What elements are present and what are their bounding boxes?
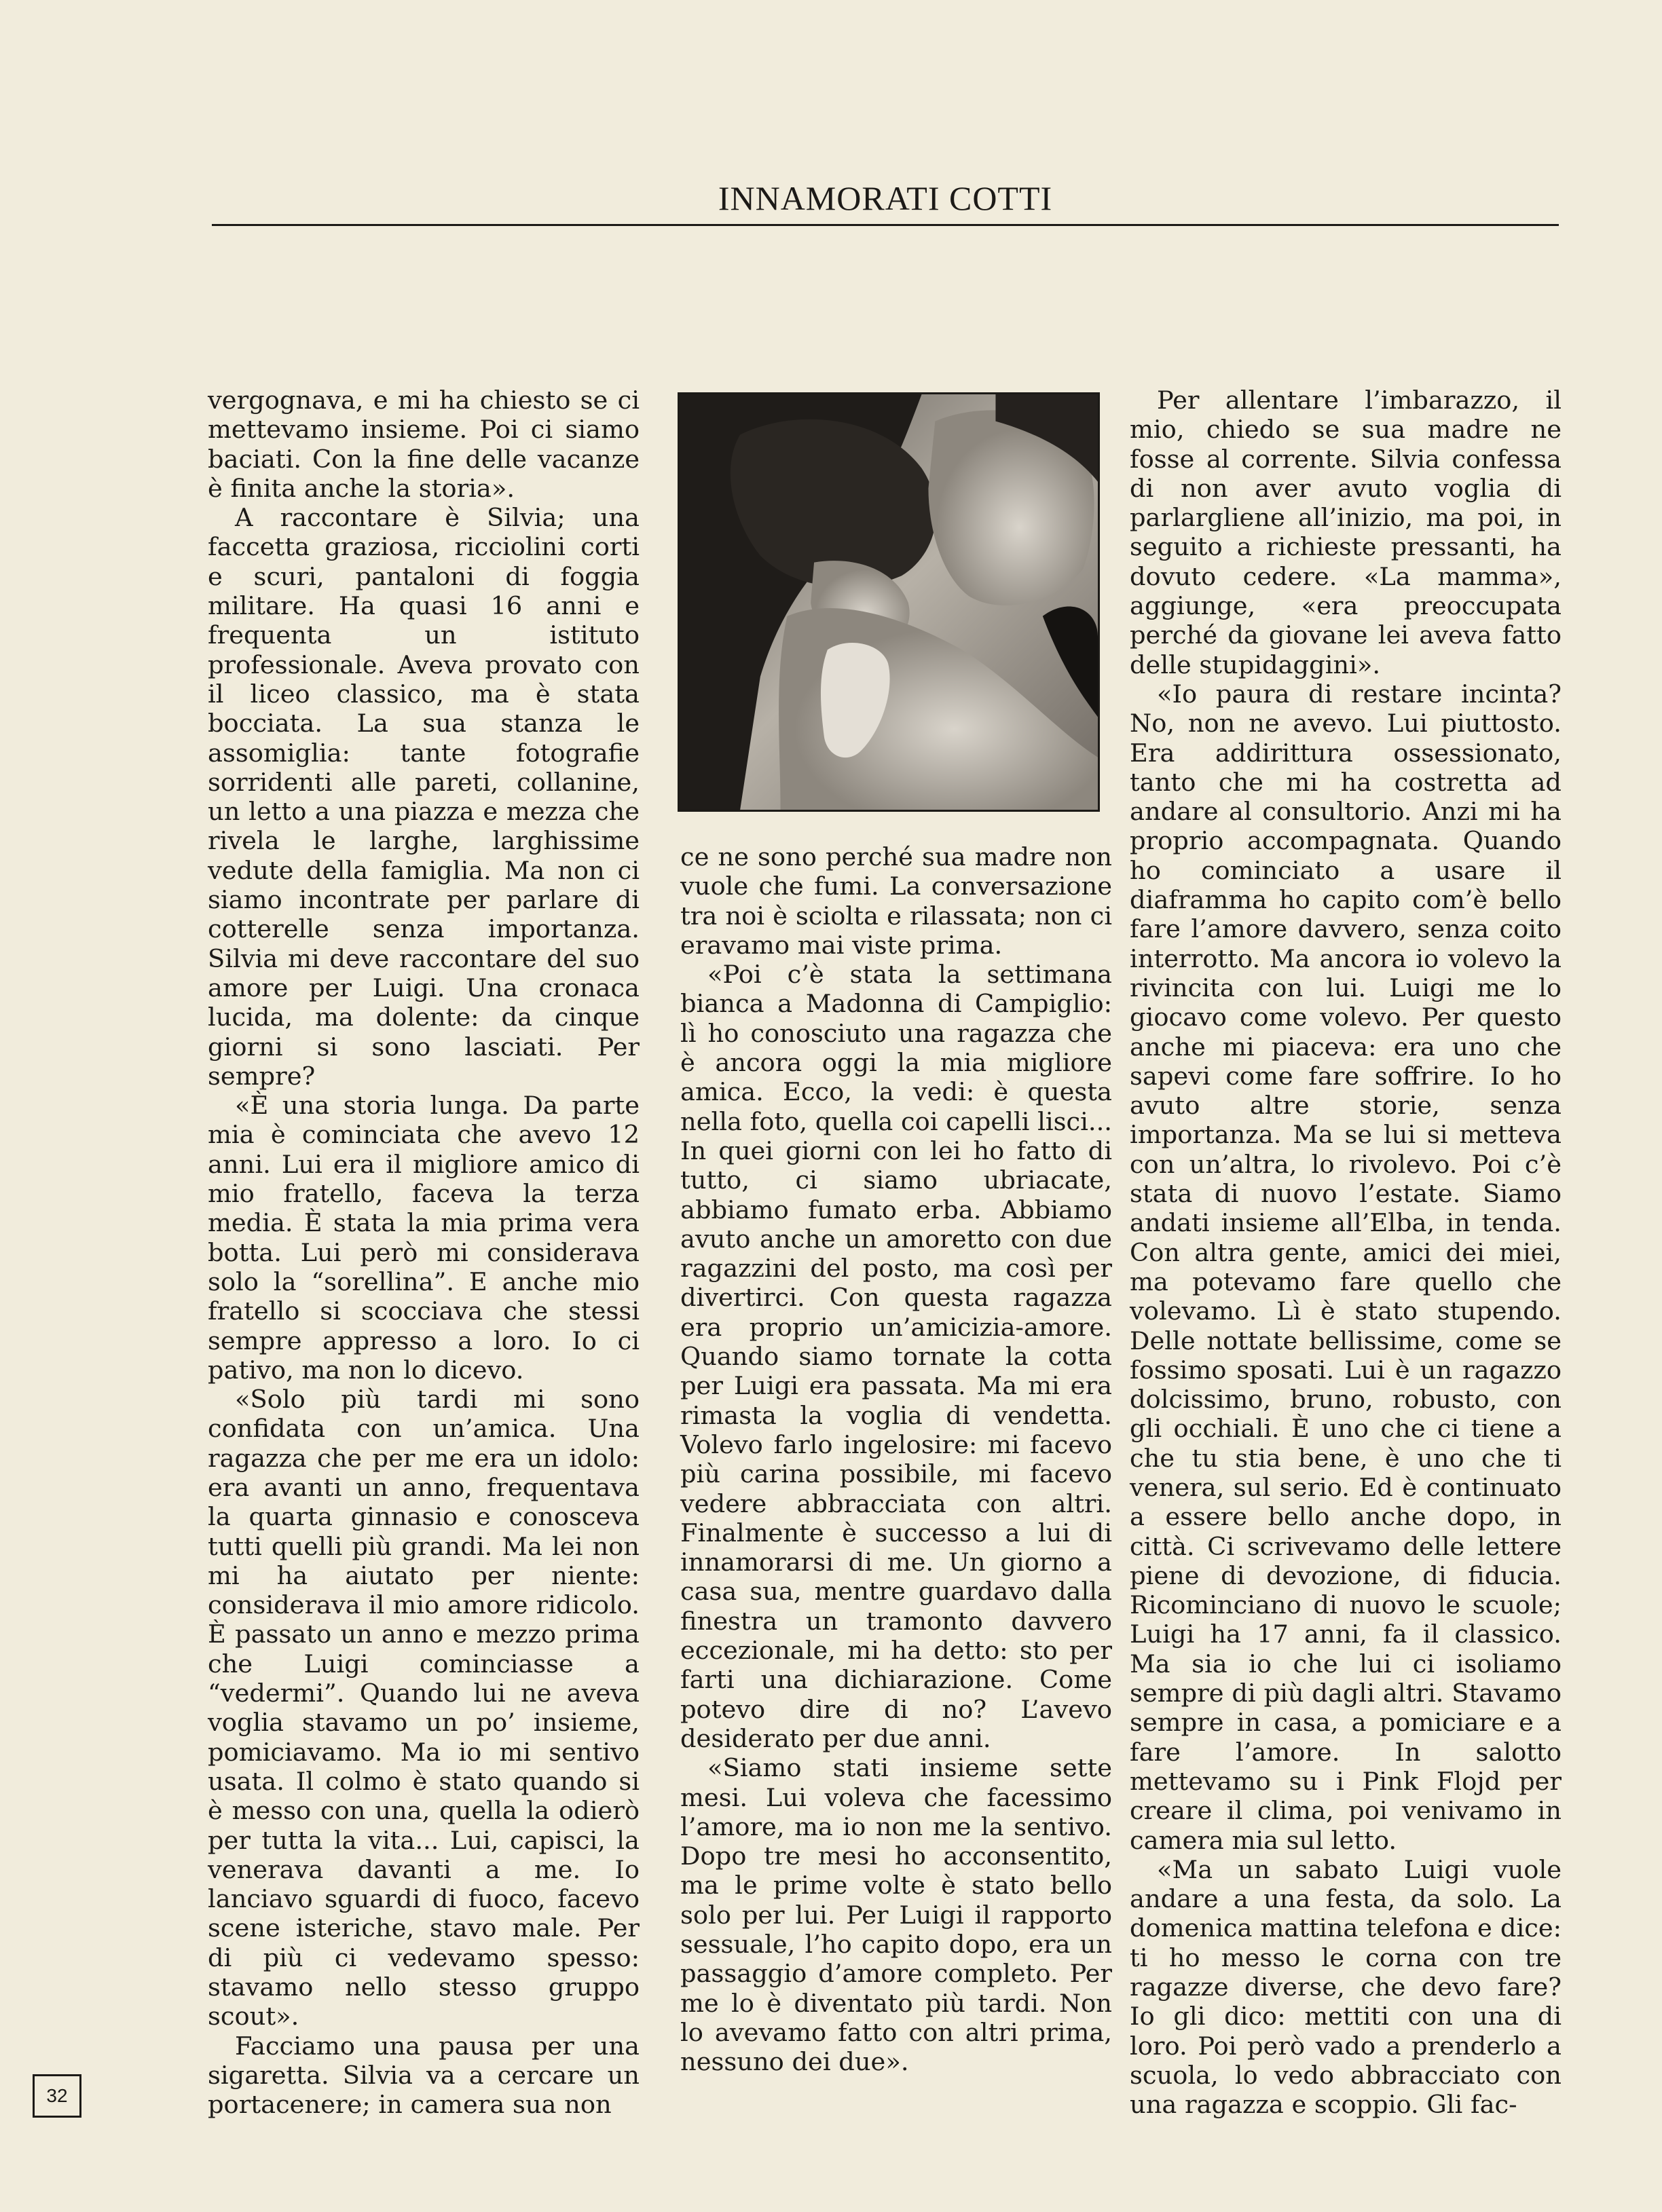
header-rule bbox=[212, 224, 1559, 226]
page-number: 32 bbox=[33, 2074, 81, 2118]
text-column-1 bbox=[208, 386, 640, 2120]
photo-illustration bbox=[680, 394, 1098, 810]
paragraph: vergognava, e mi ha chiesto se ci mettevamo insieme. Poi ci siamo baciati. Con la fine delle vacanze è finita anche la storia». bbox=[208, 386, 640, 503]
paragraph: Facciamo una pausa per una sigaretta. Silvia va a cercare un portacenere; in camera sua non bbox=[208, 2031, 640, 2120]
text-column-3 bbox=[1130, 386, 1562, 2120]
paragraph: «È una storia lunga. Da parte mia è cominciata che avevo 12 anni. Lui era il migliore amico di mio fratello, faceva la terza media. È stata la mia prima vera botta. Lui però mi considerava solo la “sorellina”. E anche mio fratello si scocciava che stessi sempre appresso a loro. Io ci pativo, ma non lo dicevo. bbox=[208, 1091, 640, 1385]
paragraph: «Poi c’è stata la settimana bianca a Madonna di Campiglio: lì ho conosciuto una ragazza che è ancora oggi la mia migliore amica. Ecco, la vedi: è questa nella foto, quella coi capelli lisci... In quei giorni con lei ho fatto di tutto, ci siamo ubriacate, abbiamo fumato erba. Abbiamo avuto anche un amoretto con due ragazzini del posto, ma così per divertirci. Con questa ragazza era proprio un’amicizia-amore. Quando siamo tornate la cotta per Luigi era passata. Ma mi era rimasta la voglia di vendetta. Volevo farlo ingelosire: mi facevo più carina possibile, mi facevo vedere abbracciata con altri. Finalmente è successo a lui di innamorarsi di me. Un giorno a casa sua, mentre guardavo dalla finestra un tramonto davvero eccezionale, mi ha detto: sto per farti una dichiarazione. Come potevo dire di no? L’avevo desiderato per due anni. bbox=[680, 960, 1112, 1753]
paragraph: «Solo più tardi mi sono confidata con un’amica. Una ragazza che per me era un idolo: era avanti un anno, frequentava la quarta ginnasio e conosceva tutti quelli più grandi. Ma lei non mi ha aiutato per niente: considerava il mio amore ridicolo. È passato un anno e mezzo prima che Luigi cominciasse a “vedermi”. Quando lui ne aveva voglia stavamo un po’ insieme, pomiciavamo. Ma io mi sentivo usata. Il colmo è stato quando si è messo con una, quella la odierò per tutta la vita... Lui, capisci, la venerava davanti a me. Io lanciavo sguardi di fuoco, facevo scene isteriche, stavo male. Per di più ci vedevamo spesso: stavamo nello stesso gruppo scout». bbox=[208, 1385, 640, 2031]
paragraph: A raccontare è Silvia; una faccetta graziosa, ricciolini corti e scuri, pantaloni di foggia militare. Ha quasi 16 anni e frequenta un istituto professionale. Aveva provato con il liceo classico, ma è stata bocciata. La sua stanza le assomiglia: tante fotografie sorridenti alle pareti, collanine, un letto a una piazza e mezza che rivela le larghe, larghissime vedute della famiglia. Ma non ci siamo incontrate per parlare di cotterelle senza importanza. Silvia mi deve raccontare del suo amore per Luigi. Una cronaca lucida, ma dolente: da cinque giorni si sono lasciati. Per sempre? bbox=[208, 503, 640, 1091]
paragraph: «Ma un sabato Luigi vuole andare a una festa, da solo. La domenica mattina telefona e dice: ti ho messo le corna con tre ragazze diverse, che devo fare? Io gli dico: mettiti con una di loro. Poi però vado a prenderlo a scuola, lo vedo abbracciato con una ragazza e scoppio. Gli fac- bbox=[1130, 1854, 1562, 2120]
running-head: INNAMORATI COTTI bbox=[718, 179, 1053, 217]
paragraph: Per allentare l’imbarazzo, il mio, chiedo se sua madre ne fosse al corrente. Silvia confessa di non aver avuto voglia di parlargliene all’inizio, ma poi, in seguito a richieste pressanti, ha dovuto cedere. «La mamma», aggiunge, «era preoccupata perché da giovane lei aveva fatto delle stupidaggini». bbox=[1130, 386, 1562, 679]
paragraph: ce ne sono perché sua madre non vuole che fumi. La conversazione tra noi è sciolta e rilassata; non ci eravamo mai viste prima. bbox=[680, 842, 1112, 960]
couple-photo bbox=[678, 392, 1100, 812]
paragraph: «Siamo stati insieme sette mesi. Lui voleva che facessimo l’amore, ma io non me la sentivo. Dopo tre mesi ho acconsentito, ma le prime volte è stato bello solo per lui. Per Luigi il rapporto sessuale, l’ho capito dopo, era un passaggio d’amore completo. Per me lo è diventato più tardi. Non lo avevamo fatto con altri prima, nessuno dei due». bbox=[680, 1753, 1112, 2077]
text-column-2 bbox=[680, 842, 1112, 2076]
paragraph: «Io paura di restare incinta? No, non ne avevo. Lui piuttosto. Era addirittura ossessionato, tanto che mi ha costretta ad andare al consultorio. Anzi mi ha proprio accompagnata. Quando ho cominciato a usare il diaframma ho capito com’è bello fare l’amore davvero, senza coito interrotto. Ma ancora io volevo la rivincita con lui. Luigi me lo giocavo come volevo. Per questo anche mi piaceva: era uno che sapevi come fare soffrire. Io ho avuto altre storie, senza importanza. Ma se lui si metteva con un’altra, lo rivolevo. Poi c’è stata di nuovo l’estate. Siamo andati insieme all’Elba, in tenda. Con altra gente, amici dei miei, ma potevamo fare quello che volevamo. Lì è stato stupendo. Delle nottate bellissime, come se fossimo sposati. Lui è un ragazzo dolcissimo, bruno, robusto, con gli occhiali. È uno che ci tiene a che tu stia bene, è uno che ti venera, sul serio. Ed è continuato a essere bello anche dopo, in città. Ci scrivevamo delle lettere piene di devozione, di fiducia. Ricominciano di nuovo le scuole; Luigi ha 17 anni, fa il classico. Ma sia io che lui ci isoliamo sempre di più dagli altri. Stavamo sempre in casa, a pomiciare e a fare l’amore. In salotto mettevamo su i Pink Flojd per creare il clima, poi venivamo in camera mia sul letto. bbox=[1130, 679, 1562, 1855]
